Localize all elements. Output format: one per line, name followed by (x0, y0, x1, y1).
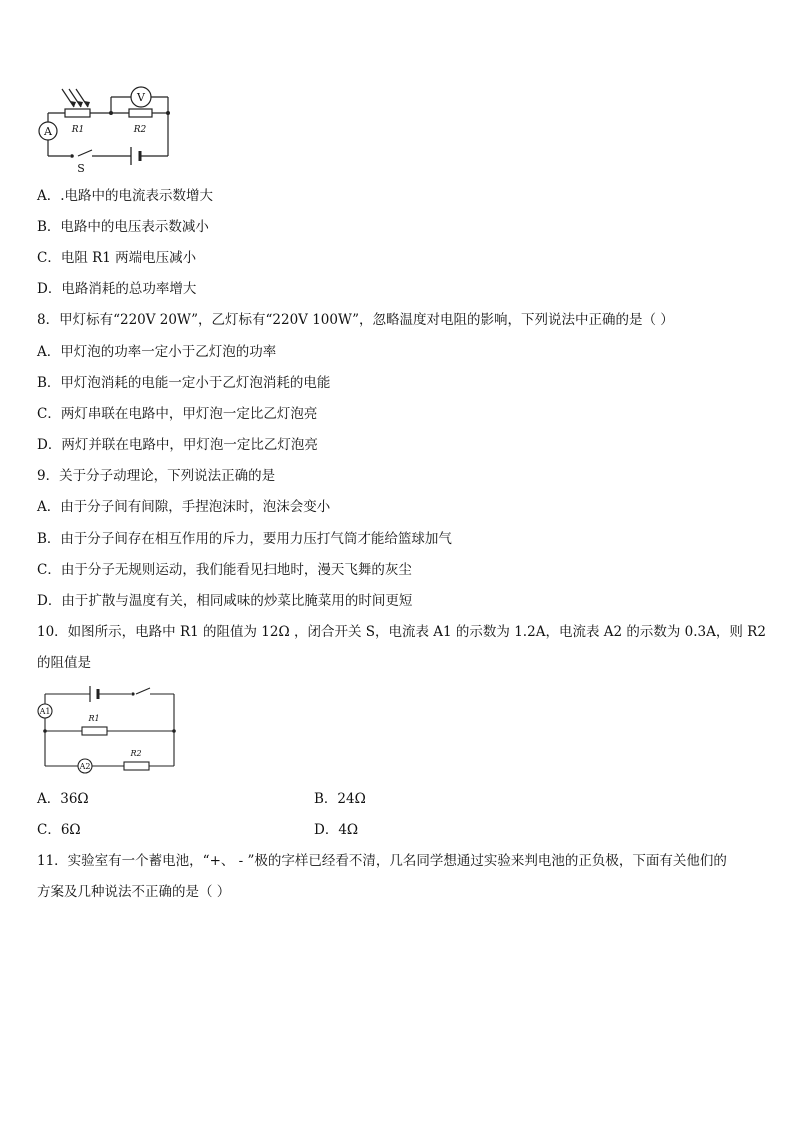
q8-option-d: D．两灯并联在电路中，甲灯泡一定比乙灯泡亮 (37, 437, 318, 453)
q7-option-d: D．电路消耗的总功率增大 (37, 281, 197, 297)
q10-option-d: D．4Ω (314, 822, 359, 838)
q9-option-a: A．由于分子间有间隙，手捏泡沫时，泡沫会变小 (37, 499, 331, 515)
q11-stem-line1: 11．实验室有一个蓄电池，“+、 - ”极的字样已经看不清，几名同学想通过实验来判电池的正负极，下面有关他们的 (37, 853, 727, 869)
a2-label: A2 (79, 762, 91, 771)
q10-option-a: A．36Ω (37, 791, 89, 807)
q10-stem-line2: 的阻值是 (37, 655, 91, 671)
ammeter-label: A (44, 125, 52, 138)
voltmeter-label: V (137, 91, 145, 104)
q10-option-c: C．6Ω (37, 822, 81, 838)
q7-option-b: B．电路中的电压表示数减小 (37, 219, 209, 235)
q10-option-b: B．24Ω (314, 791, 366, 807)
fig2-r1-label: R1 (88, 714, 100, 723)
r1-label: R1 (71, 125, 85, 135)
q8-stem: 8．甲灯标有“220V 20W”，乙灯标有“220V 100W”，忽略温度对电阻的影响，下列说法中正确的是（ ） (37, 312, 674, 328)
q9-stem: 9．关于分子动理论，下列说法正确的是 (37, 468, 276, 484)
a1-label: A1 (39, 707, 51, 716)
switch-label: S (77, 162, 85, 175)
r2-label: R2 (133, 125, 147, 135)
q9-option-b: B．由于分子间存在相互作用的斥力，要用力压打气筒才能给篮球加气 (37, 531, 452, 547)
q10-stem-line1: 10．如图所示，电路中 R1 的阻值为 12Ω ，闭合开关 S，电流表 A1 的示数为 1.2A，电流表 A2 的示数为 0.3A，则 R2 (37, 624, 766, 640)
q8-option-a: A．甲灯泡的功率一定小于乙灯泡的功率 (37, 344, 277, 360)
fig2-r2-label: R2 (130, 749, 142, 758)
q7-option-a: A．.电路中的电流表示数增大 (37, 188, 214, 204)
q9-option-d: D．由于扩散与温度有关，相同咸味的炒菜比腌菜用的时间更短 (37, 593, 413, 609)
q11-stem-line2: 方案及几种说法不正确的是（ ） (37, 884, 231, 900)
q9-option-c: C．由于分子无规则运动，我们能看见扫地时，漫天飞舞的灰尘 (37, 562, 412, 578)
q7-option-c: C．电阻 R1 两端电压减小 (37, 250, 197, 266)
q8-option-b: B．甲灯泡消耗的电能一定小于乙灯泡消耗的电能 (37, 375, 331, 391)
q8-option-c: C．两灯串联在电路中，甲灯泡一定比乙灯泡亮 (37, 406, 318, 422)
